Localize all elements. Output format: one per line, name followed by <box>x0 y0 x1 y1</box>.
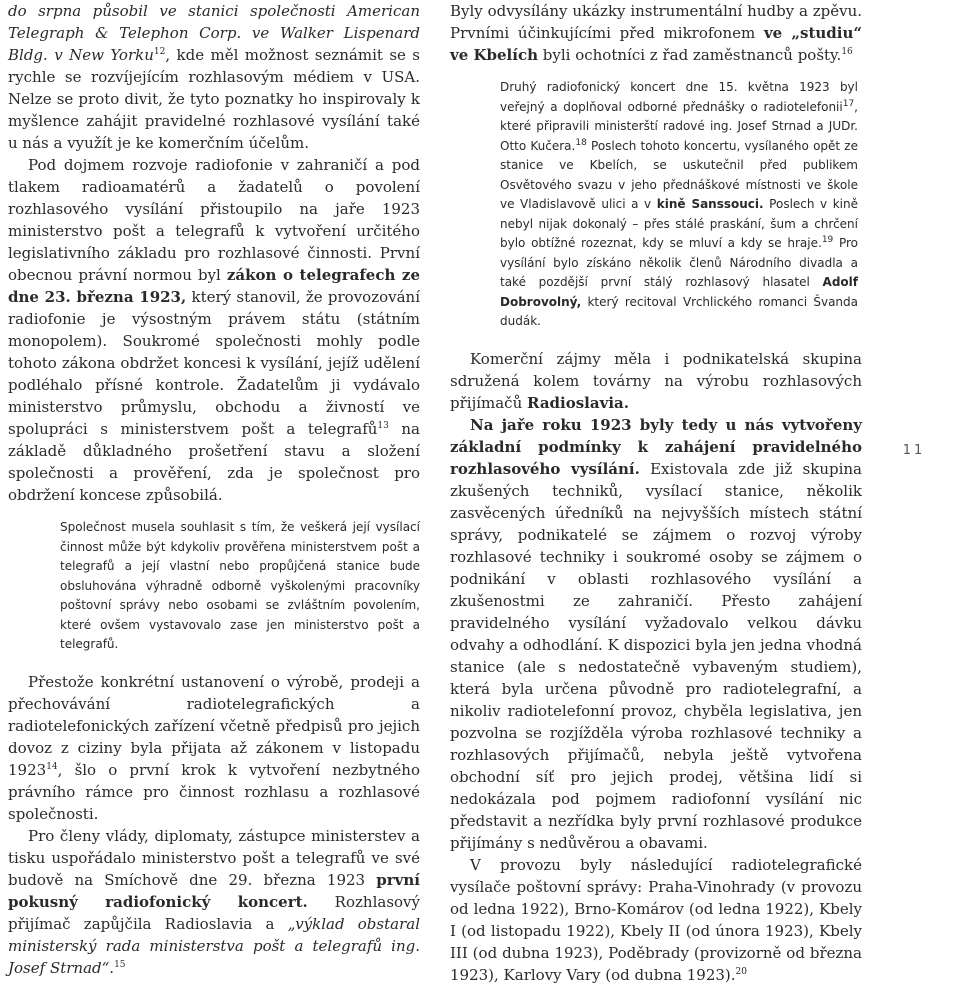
footnote-ref-15: 15 <box>114 959 126 970</box>
sidebar-note-right: Druhý radiofonický koncert dne 15. května 1923 byl veřejný a doplňoval odborné přednášky o radiotelefonii$^{17}$, které připravili ministerští radové ing. Josef Strnad a JUDr. Otto Kučera.$^{18}$ Poslech tohoto koncertu, vysílaného opět ze stanice ve Kbelích, se uskutečnil před publikem Osvětového svazu v jeho přednáškové místnosti ve škole ve Vladislavově ulici a v kině Sanssouci. Poslech v kině nebyl nijak dokonalý – přes stálé praskání, šum a chrčení bylo obtížné rozeznat, kdy se mluví a kdy se hraje.$^{19}$ Pro vysílání bylo získáno několik členů Národního divadla a také pozdější první stálý rozhlasový hlasatel Adolf Dobrovolný, který recitoval Vrchlického romanci Švanda dudák. <box>500 80 859 328</box>
paragraph-transmitters: V provozu byly následující radiotelegrafické vysílače poštovní správy: Praha-Vinohrady (v provozu od ledna 1922), Brno-Komárov (od ledna 1922), Kbely I (od listopadu 1922), Kbely II (od února 1923), Kbely III (od dubna 1923), Poděbrady (provizorně od března 1923), Karlovy Vary (od dubna 1923).$^{20}$ <box>450 855 862 984</box>
sidebar-note-left: Společnost musela souhlasit s tím, že veškerá její vysílací činnost může být kdykoliv prověřena ministerstvem pošt a telegrafů a její vlastní nebo propůjčená stanice bude obsluhována výhradně odborně vyškolenými pracovníky poštovní správy nebo osobami se zvláštním povolením, které ovšem vystavovalo zase jen ministerstvo pošt a telegrafů. <box>60 520 420 651</box>
footnote-ref-18: 18 <box>575 137 587 148</box>
footnote-ref-13: 13 <box>377 421 389 431</box>
paragraph-import-law: Přestože konkrétní ustanovení o výrobě, prodeji a přechovávání radiotelegrafických a radiotelefonických zařízení včetně předpisů pro jejich dovoz z ciziny byla přijata až zákonem v listopadu 1923$^{14}$, šlo o první krok k vytvoření nezbytného právního rámce pro činnost rozhlasu a rozhlasové společnosti. <box>8 672 420 823</box>
paragraph-telegraph-law: Pod dojmem rozvoje radiofonie v zahraničí a pod tlakem radioamatérů a žadatelů o povolení rozhlasového vysílání přistoupilo na jaře 1923 ministerstvo pošt a telegrafů k vytvoření určitého legislativního základu pro rozhlasové činnosti. První obecnou právní normou byl zákon o telegrafech ze dne 23. března 1923, který stanovil, že provozování radiofonie je výsostným právem státu (státním monopolem). Soukromé společnosti mohly podle tohoto zákona obdržet koncesi k vysílání, jejíž udělení podléhalo přísné kontrole. Žadatelům ji vydávalo ministerstvo průmyslu, obchodu a živností ve spolupráci s ministerstvem pošt a telegrafů$^{13}$ na základě důkladného prošetření stavu a složení společnosti a prověření, zda je společnost pro obdržení koncese způsobilá. <box>8 156 421 504</box>
footnote-ref-17: 17 <box>842 98 855 109</box>
paragraph-conditions: Na jaře roku 1923 byly tedy u nás vytvořeny základní podmínky k zahájení pravidelného rozhlasového vysílání. Existovala zde již skupina zkušených techniků, vysílací stanice, několik zasvěcených úředníků na nejvyšších místech státní správy, podnikatelé se zájmem o rozvoj výroby rozhlasové techniky i soukromé osoby se zájmem o podnikání v oblasti rozhlasového vysílání a zkušenostmi ze zahraničí. Přesto zahájení pravidelného vysílání vyžadovalo velkou dávku odvahy a odhodlání. K dispozici byla jen jedna vhodná stanice (ale s nedostatečně vybaveným studiem), která byla určena původně pro radiotelegrafní, a nikoliv radiotelefonní provoz, chyběla legislativa, jen pozvolna se rozjížděla výroba rozhlasové techniky a rozhlasových přijímačů, nebyla ještě vytvořena obchodní síť pro jejich prodej, většina lidí si nedokázala pod pojmem radiofonní vysílání nic představit a nezřídka byly první rozhlasové produkce přijímány s nedůvěrou a obavami. <box>450 415 862 852</box>
paragraph-radioslavia: Komerční zájmy měla i podnikatelská skupina sdružená kolem továrny na výrobu rozhlasových přijímačů Radioslavia. <box>450 349 862 412</box>
footnote-ref-12: 12 <box>153 47 166 57</box>
paragraph-first-concert: Pro členy vlády, diplomaty, zástupce ministerstev a tisku uspořádalo ministerstvo pošt a telegrafů ve své budově na Smíchově dne 29. března 1923 první pokusný radiofonický koncert. Rozhlasový přijímač zapůjčila Radioslavia a „výklad obstaral ministerský rada ministerstva pošt a telegrafů ing. Josef Strnad“.$^{15}$ <box>8 826 420 977</box>
left-column <box>8 0 420 979</box>
footnote-ref-16: 16 <box>841 47 853 57</box>
page-number: 11 <box>902 443 926 458</box>
footnote-ref-19: 19 <box>821 235 834 245</box>
right-column <box>450 0 862 986</box>
paragraph-intro: do srpna působil ve stanici společnosti American Telegraph & Telephon Corp. ve Walker Lispenard Bldg. v New Yorku$^{12}$, kde měl možnost seznámit se s rychle se rozvíjejícím rozhlasovým médiem v USA. Nelze se proto divit, že tyto poznatky ho inspirovaly k myšlence zahájit pravidelné rozhlasové vysílání také u nás a využít je ke komerčním účelům. <box>8 2 420 152</box>
paragraph-broadcast: Byly odvysílány ukázky instrumentální hudby a zpěvu. Prvními účinkujícími před mikrofonem ve „studiu“ ve Kbelích byli ochotníci z řad zaměstnanců pošty.$^{16}$ <box>450 2 862 64</box>
footnote-ref-14: 14 <box>46 761 58 772</box>
footnote-ref-20: 20 <box>735 966 747 977</box>
